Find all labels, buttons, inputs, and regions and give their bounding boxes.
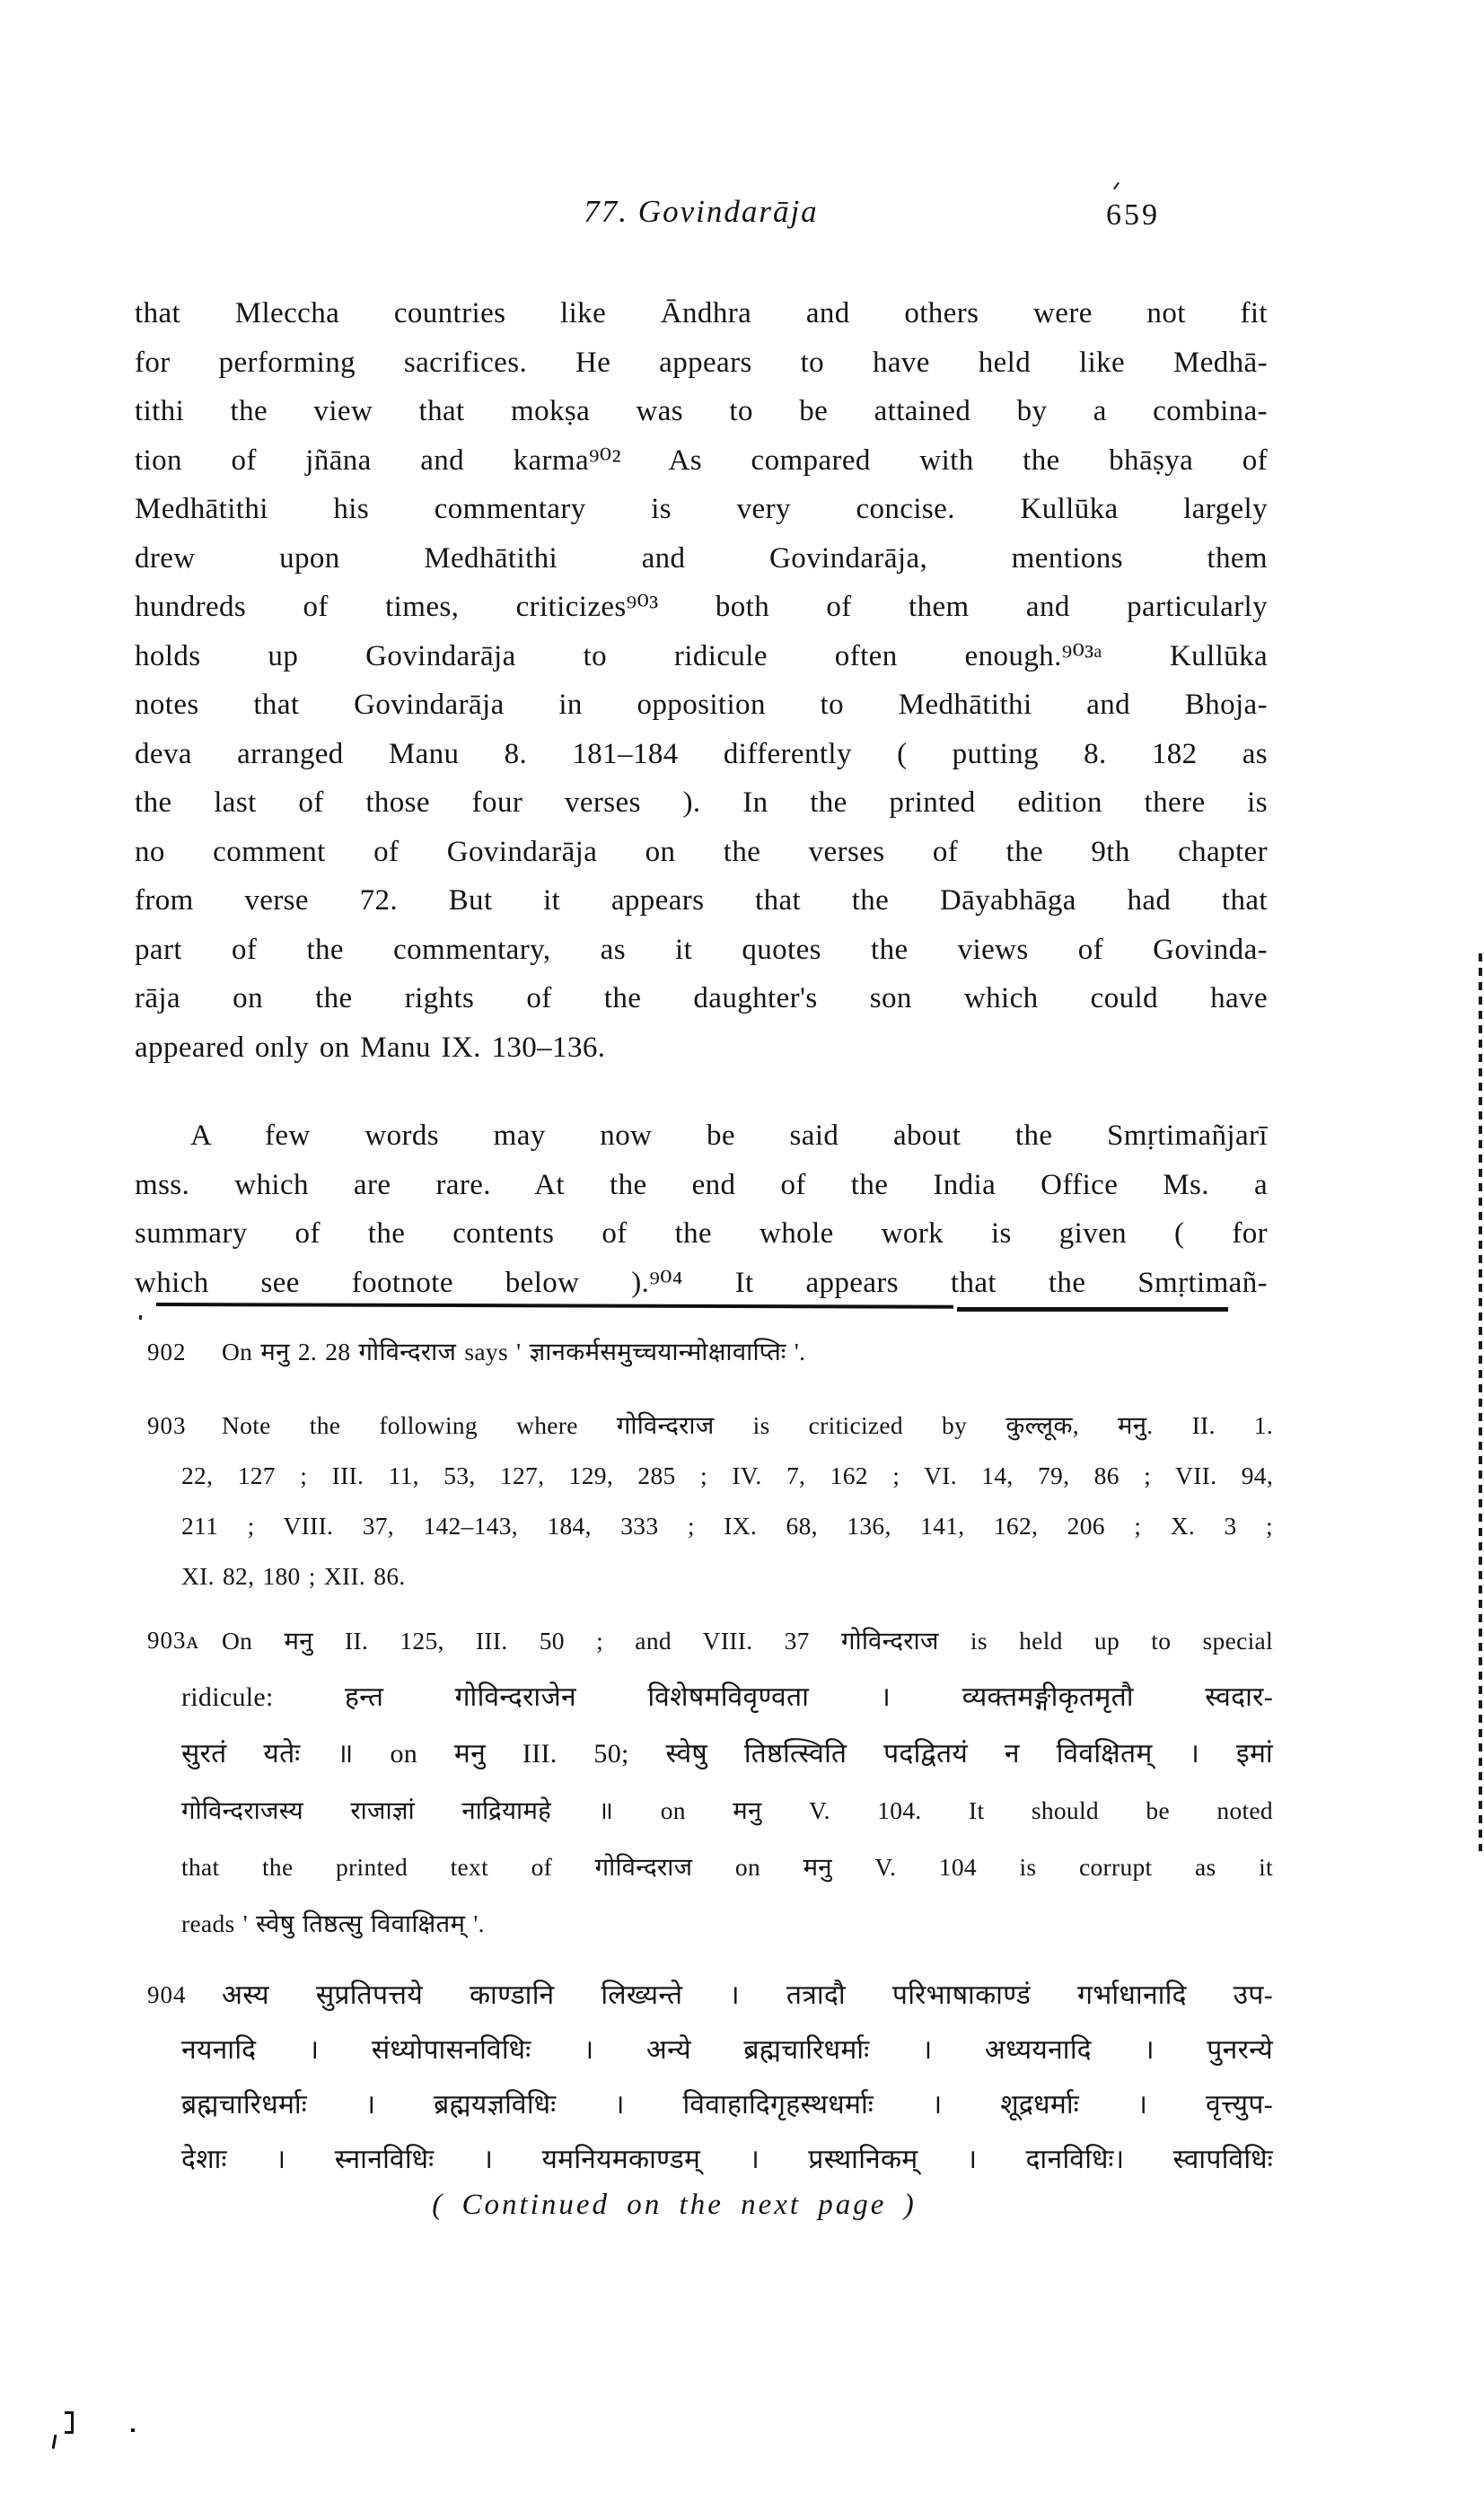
running-header [135, 194, 1268, 230]
footnote [135, 1612, 1273, 1952]
text-line: drew upon Medhātithi and Govindarāja, mentions them [135, 541, 1268, 575]
footnote-label: 903 [147, 1412, 187, 1439]
footnote [135, 1968, 1273, 2187]
body-text [135, 289, 1268, 1307]
scan-artifact-page-edge [1479, 953, 1482, 1851]
footnote-line: 22, 127 ; III. 11, 53, 127, 129, 285 ; IV. 7, 162 ; VI. 14, 79, 86 ; VII. 94, [181, 1462, 1273, 1489]
continued-note: ( Continued on the next page ) [432, 2189, 917, 2221]
footnote [135, 1400, 1273, 1602]
text-line: tithi the view that mokṣa was to be attained by a combina- [135, 395, 1268, 427]
scan-artifact-tick [139, 1315, 142, 1320]
text-line: appeared only on Manu IX. 130–136. [135, 1031, 606, 1064]
footnote-body [181, 1612, 1273, 1952]
paragraph [135, 1111, 1268, 1307]
text-line: holds up Govindarāja to ridicule often enough.⁹⁰³ᵃ Kullūka [135, 639, 1268, 672]
text-line: mss. which are rare. At the end of the India Office Ms. a [135, 1168, 1268, 1201]
text-line: which see footnote below ).⁹⁰⁴ It appears that the Smṛtimañ- [135, 1266, 1268, 1299]
scan-artifact-bracket [65, 2411, 74, 2434]
scan-artifact-accent [1113, 182, 1120, 190]
footnote-line: XI. 82, 180 ; XII. 86. [181, 1562, 406, 1590]
footnote-line: On मनु II. 125, III. 50 ; and VIII. 37 गोविन्दराज is held up to special [222, 1627, 1273, 1655]
footnote-line: Note the following where गोविन्दराज is criticized by कुल्लूक, मनु. II. 1. [222, 1411, 1273, 1439]
footnote-line: गोविन्दराजस्य राजाज्ञां नाद्रियामहे ॥ on मनु V. 104. It should be noted [181, 1796, 1273, 1824]
text-line: Medhātithi his commentary is very concise. Kullūka largely [135, 493, 1268, 525]
text-line: that Mleccha countries like Āndhra and others were not fit [135, 297, 1268, 329]
text-line: hundreds of times, criticizes⁹⁰³ both of them and particularly [135, 591, 1268, 623]
footnote [135, 1332, 1273, 1372]
text-line: tion of jñāna and karma⁹⁰² As compared with the bhāṣya of [135, 443, 1268, 477]
text-line: rāja on the rights of the daughter's son which could have [135, 982, 1268, 1014]
footnote-label: 904 [147, 1981, 187, 2008]
footnote-label: 903ᴀ [147, 1627, 200, 1654]
footnote-line: 211 ; VIII. 37, 142–143, 184, 333 ; IX. 68, 136, 141, 162, 206 ; X. 3 ; [181, 1512, 1273, 1540]
footnote-line: reads ' स्वेषु तिष्ठत्सु विवाक्षितम् '. [181, 1909, 485, 1937]
text-line: no comment of Govindarāja on the verses of the 9th chapter [135, 835, 1268, 868]
chapter-title: 77. Govindarāja [584, 194, 819, 229]
text-line: notes that Govindarāja in opposition to Medhātithi and Bhoja- [135, 689, 1268, 721]
footnote-label: 902 [147, 1339, 187, 1365]
footnote-body [181, 1968, 1273, 2187]
text-line: deva arranged Manu 8. 181–184 differently ( putting 8. 182 as [135, 737, 1268, 770]
footnote-line: सुरतं यतेः ॥ on मनु III. 50; स्वेषु तिष्ठत्स्विति पदद्वितयं न विवक्षितम् । इमां [181, 1739, 1273, 1769]
footnote-line: On मनु 2. 28 गोविन्दराज says ' ज्ञानकर्मसमुच्चयान्मोक्षावाप्तिः '. [222, 1338, 806, 1365]
footnote-body [181, 1400, 1273, 1602]
page-number: 659 [1106, 198, 1160, 232]
text-line: summary of the contents of the whole work is given ( for [135, 1217, 1268, 1250]
footnotes [135, 1332, 1273, 2187]
footnote-body [181, 1332, 1273, 1372]
text-line: from verse 72. But it appears that the Dāyabhāga had that [135, 884, 1268, 917]
footnote-line: ब्रह्मचारिधर्माः । ब्रह्मयज्ञविधिः । विवाहादिगृहस्थधर्माः । शूद्रधर्माः । वृत्त्युप- [181, 2090, 1273, 2120]
text-line: the last of those four verses ). In the printed edition there is [135, 786, 1268, 819]
text-line: part of the commentary, as it quotes the views of Govinda- [135, 933, 1268, 966]
footnote-line: नयनादि । संध्योपासनविधिः । अन्ये ब्रह्मचारिधर्माः । अध्ययनादि । पुनरन्ये [181, 2035, 1273, 2065]
footnote-line: देशाः । स्नानविधिः । यमनियमकाण्डम् । प्रस्थानिकम् । दानविधिः। स्वापविधिः [181, 2145, 1273, 2174]
footnote-line: अस्य सुप्रतिपत्तये काण्डानि लिख्यन्ते । तत्रादौ परिभाषाकाण्डं गर्भाधानादि उप- [222, 1980, 1273, 2010]
paragraph [135, 289, 1268, 1072]
scan-artifact-dot [131, 2428, 135, 2432]
footnote-line: that the printed text of गोविन्दराज on मनु V. 104 is corrupt as it [181, 1853, 1273, 1881]
footnote-line: ridicule: हन्त गोविन्दराजेन विशेषमविवृण्वता । व्यक्तमङ्गीकृतमृतौ स्वदार- [181, 1682, 1273, 1712]
text-line: A few words may now be said about the Smṛtimañjarī [190, 1119, 1268, 1152]
scan-artifact-comma [52, 2435, 57, 2449]
text-line: for performing sacrifices. He appears to have held like Medhā- [135, 346, 1268, 379]
footnote-divider-segment [957, 1307, 1228, 1312]
